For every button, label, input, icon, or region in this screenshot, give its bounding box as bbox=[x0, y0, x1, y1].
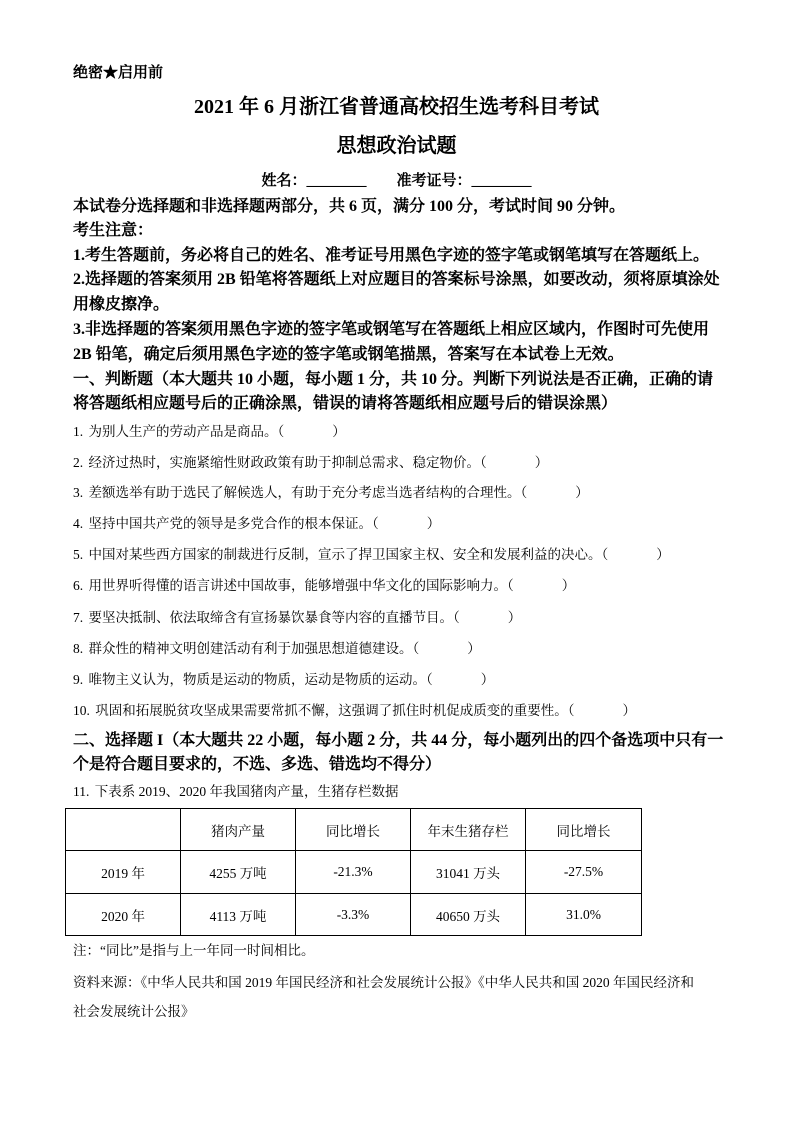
item-number: 4. bbox=[73, 516, 84, 531]
table-cell: 31041 万头 bbox=[411, 851, 526, 894]
question-text: 下表系 2019、2020 年我国猪肉产量，生猪存栏数据 bbox=[94, 784, 399, 799]
item-number: 3. bbox=[73, 485, 84, 500]
item-text: 差额选举有助于选民了解候选人，有助于充分考虑当选者结构的合理性。 bbox=[88, 485, 521, 500]
blank-close-paren: ） bbox=[561, 578, 576, 593]
data-source-line: 社会发展统计公报》 bbox=[73, 1004, 195, 1019]
table-header-row bbox=[66, 809, 642, 851]
section1-heading: 一、判断题（本大题共 10 小题，每小题 1 分，共 10 分。判断下列说法是否正确，正确的请 bbox=[73, 371, 714, 388]
table-header-cell: 同比增长 bbox=[296, 809, 411, 851]
table-header-cell: 同比增长 bbox=[526, 809, 642, 851]
item-number: 9. bbox=[73, 672, 84, 687]
table-cell: -27.5% bbox=[526, 851, 642, 894]
blank-open-paren: （ bbox=[277, 424, 285, 439]
table-row bbox=[66, 851, 642, 894]
blank-close-paren: ） bbox=[467, 641, 481, 656]
blank-open-paren: （ bbox=[372, 516, 379, 531]
instruction-line: 用橡皮擦净。 bbox=[73, 296, 170, 313]
candidate-info-line bbox=[0, 171, 793, 191]
table-row bbox=[66, 894, 642, 936]
item-number: 10. bbox=[73, 703, 90, 718]
answer-blank bbox=[453, 610, 521, 625]
item-number: 5. bbox=[73, 547, 84, 562]
blank-close-paren: ） bbox=[656, 547, 670, 562]
judgment-item bbox=[73, 423, 346, 441]
answer-blank bbox=[426, 672, 494, 687]
item-text: 巩固和拓展脱贫攻坚成果需要常抓不懈，这强调了抓住时机促成质变的重要性。 bbox=[95, 703, 568, 718]
answer-blank bbox=[521, 485, 589, 500]
answer-blank bbox=[507, 578, 575, 593]
table-note: 注：“同比”是指与上一年同一时间相比。 bbox=[73, 943, 315, 958]
question-number: 11. bbox=[73, 784, 90, 799]
id-blank: ________ bbox=[471, 173, 532, 189]
blank-open-paren: （ bbox=[520, 485, 528, 500]
table-cell: -3.3% bbox=[296, 894, 411, 936]
instruction-line: 2.选择题的答案须用 2B 铅笔将答题纸上对应题目的答案标号涂黑，如要改动，须将原填涂处 bbox=[73, 271, 720, 288]
instruction-line: 1.考生答题前，务必将自己的姓名、准考证号用黑色字迹的签字笔或钢笔填写在答题纸上。 bbox=[73, 247, 710, 264]
judgment-item bbox=[73, 702, 636, 720]
answer-blank bbox=[372, 516, 440, 531]
question-11 bbox=[73, 783, 399, 801]
instruction-line: 2B 铅笔，确定后须用黑色字迹的签字笔或钢笔描黑，答案写在本试卷上无效。 bbox=[73, 346, 624, 363]
table-cell: 4255 万吨 bbox=[181, 851, 296, 894]
item-text: 坚持中国共产党的领导是多党合作的根本保证。 bbox=[88, 516, 372, 531]
blank-close-paren: ） bbox=[507, 610, 522, 625]
answer-blank bbox=[480, 455, 548, 470]
judgment-item bbox=[73, 577, 575, 595]
exam-subject: 思想政治试题 bbox=[336, 135, 457, 157]
item-text: 为别人生产的劳动产品是商品。 bbox=[88, 424, 278, 439]
judgment-item bbox=[73, 609, 521, 627]
section2-heading: 个是符合题目要求的，不选、多选、错选均不得分） bbox=[73, 756, 442, 773]
blank-open-paren: （ bbox=[412, 641, 420, 656]
id-label: 准考证号： bbox=[396, 173, 472, 189]
blank-close-paren: ） bbox=[622, 703, 636, 718]
name-blank: ________ bbox=[306, 173, 367, 189]
item-text: 用世界听得懂的语言讲述中国故事，能够增强中华文化的国际影响力。 bbox=[88, 578, 507, 593]
section2-heading: 二、选择题 I（本大题共 22 小题，每小题 2 分，共 44 分，每小题列出的四个备选项中只有一 bbox=[73, 732, 724, 749]
table-cell: 2019 年 bbox=[66, 851, 181, 894]
blank-open-paren: （ bbox=[453, 610, 460, 625]
blank-close-paren: ） bbox=[534, 455, 549, 470]
table-header-cell: 年末生猪存栏 bbox=[411, 809, 526, 851]
judgment-item bbox=[73, 546, 670, 564]
item-number: 2. bbox=[73, 455, 84, 470]
blank-open-paren: （ bbox=[480, 455, 487, 470]
table-cell: -21.3% bbox=[296, 851, 411, 894]
item-text: 群众性的精神文明创建活动有利于加强思想道德建设。 bbox=[88, 641, 413, 656]
blank-close-paren: ） bbox=[575, 485, 589, 500]
blank-open-paren: （ bbox=[601, 547, 609, 562]
classification-label: 绝密★启用前 bbox=[73, 65, 164, 81]
item-text: 中国对某些西方国家的制裁进行反制，宣示了捍卫国家主权、安全和发展利益的决心。 bbox=[88, 547, 602, 562]
data-source-line: 资料来源：《中华人民共和国 2019 年国民经济和社会发展统计公报》《中华人民共和国 2020 年国民经济和 bbox=[73, 975, 694, 990]
judgment-item bbox=[73, 671, 494, 689]
blank-close-paren: ） bbox=[426, 516, 441, 531]
table-cell: 31.0% bbox=[526, 894, 642, 936]
table-header-cell: 猪肉产量 bbox=[181, 809, 296, 851]
answer-blank bbox=[278, 424, 346, 439]
instruction-line: 3.非选择题的答案须用黑色字迹的签字笔或钢笔写在答题纸上相应区域内，作图时可先使用 bbox=[73, 321, 710, 338]
name-label: 姓名： bbox=[261, 173, 307, 189]
judgment-item bbox=[73, 484, 589, 502]
blank-close-paren: ） bbox=[332, 424, 346, 439]
section1-heading: 将答题纸相应题号后的正确涂黑，错误的请将答题纸相应题号后的错误涂黑） bbox=[73, 395, 618, 412]
item-number: 8. bbox=[73, 641, 84, 656]
item-text: 经济过热时，实施紧缩性财政政策有助于抑制总需求、稳定物价。 bbox=[88, 455, 480, 470]
item-number: 1. bbox=[73, 424, 84, 439]
answer-blank bbox=[602, 547, 670, 562]
table-header-cell bbox=[66, 809, 181, 851]
table-cell: 4113 万吨 bbox=[181, 894, 296, 936]
exam-summary: 本试卷分选择题和非选择题两部分，共 6 页，满分 100 分，考试时间 90 分钟。 bbox=[73, 198, 626, 215]
item-number: 6. bbox=[73, 578, 84, 593]
item-number: 7. bbox=[73, 610, 84, 625]
blank-open-paren: （ bbox=[426, 672, 433, 687]
blank-close-paren: ） bbox=[480, 672, 495, 687]
answer-blank bbox=[413, 641, 481, 656]
table-cell: 40650 万头 bbox=[411, 894, 526, 936]
blank-open-paren: （ bbox=[507, 578, 514, 593]
judgment-item bbox=[73, 515, 440, 533]
judgment-item bbox=[73, 454, 548, 472]
pork-production-table bbox=[65, 808, 642, 936]
item-text: 唯物主义认为，物质是运动的物质，运动是物质的运动。 bbox=[88, 672, 426, 687]
blank-open-paren: （ bbox=[567, 703, 575, 718]
answer-blank bbox=[568, 703, 636, 718]
exam-title: 2021 年 6 月浙江省普通高校招生选考科目考试 bbox=[194, 96, 599, 118]
item-text: 要坚决抵制、依法取缔含有宣扬暴饮暴食等内容的直播节目。 bbox=[88, 610, 453, 625]
judgment-item bbox=[73, 640, 481, 658]
instructions-heading: 考生注意： bbox=[73, 222, 154, 239]
table-cell: 2020 年 bbox=[66, 894, 181, 936]
